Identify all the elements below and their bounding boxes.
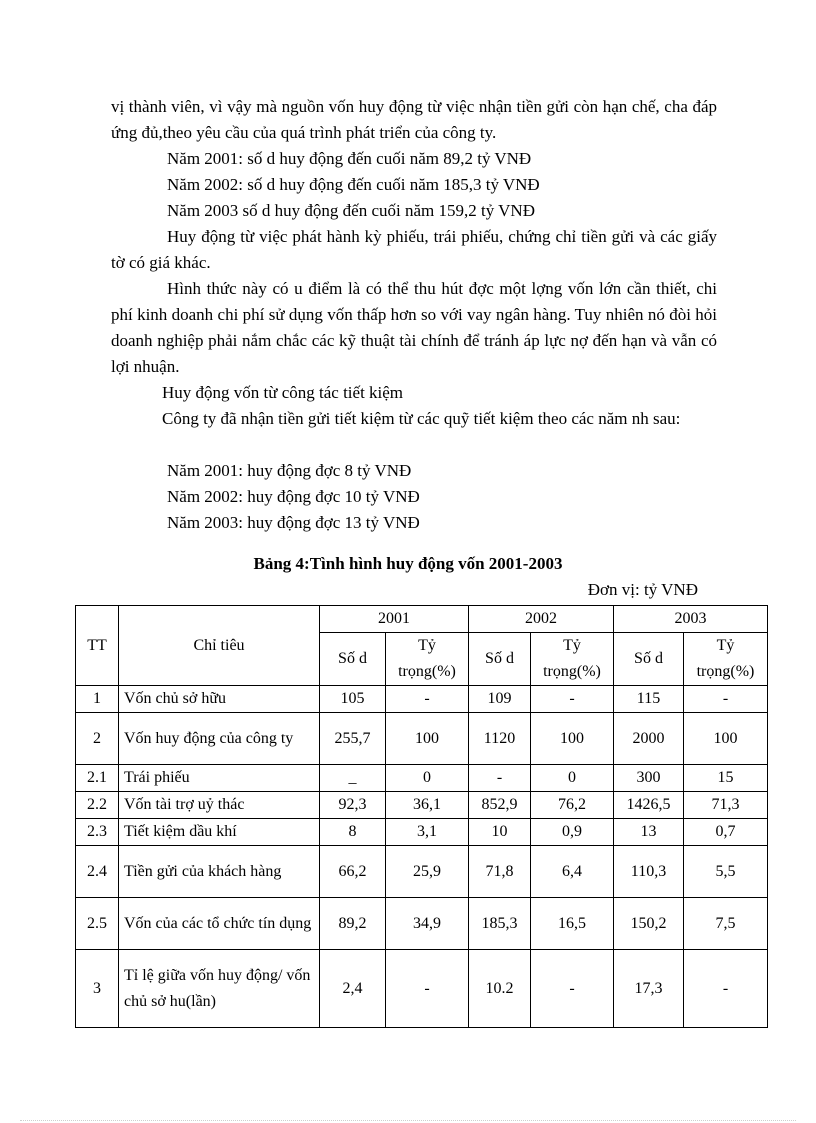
cell-value: 66,2 (320, 846, 386, 898)
table-row (76, 765, 768, 792)
cell-value: 109 (469, 686, 531, 713)
row-label: Tỉ lệ giữa vốn huy động/ vốn chủ sở hu(lần) (119, 950, 320, 1028)
table-unit: Đơn vị: tỷ VNĐ (587, 580, 698, 599)
cell-value: 105 (320, 686, 386, 713)
cell-value: 71,3 (684, 792, 768, 819)
row-label: Tiền gửi của khách hàng (119, 846, 320, 898)
cell-value: 89,2 (320, 898, 386, 950)
cell-value: 34,9 (386, 898, 469, 950)
capital-mobilization-table (75, 605, 768, 1028)
page-bottom-rule (20, 1120, 796, 1121)
cell-value: - (469, 765, 531, 792)
row-label: Vốn huy động của công ty (119, 713, 320, 765)
row-label: Tiết kiệm dầu khí (119, 819, 320, 846)
header-ty-trong: Tỷ trọng(%) (684, 633, 768, 686)
table-row (76, 846, 768, 898)
table-row (76, 713, 768, 765)
header-year-2003: 2003 (614, 606, 768, 633)
table-row (76, 819, 768, 846)
text-line-2003-balance: Năm 2003 số d huy động đến cuối năm 159,2 tỷ VNĐ (167, 201, 535, 220)
cell-value: 3,1 (386, 819, 469, 846)
row-number: 3 (76, 950, 119, 1028)
header-ty-trong: Tỷ trọng(%) (386, 633, 469, 686)
cell-value: 10 (469, 819, 531, 846)
cell-value: 0,7 (684, 819, 768, 846)
cell-value: - (531, 686, 614, 713)
row-number: 2.1 (76, 765, 119, 792)
cell-value: 6,4 (531, 846, 614, 898)
header-so-du: Số d (320, 633, 386, 686)
header-so-du: Số d (469, 633, 531, 686)
cell-value: 100 (531, 713, 614, 765)
cell-value: 0,9 (531, 819, 614, 846)
cell-value: 255,7 (320, 713, 386, 765)
row-number: 2.4 (76, 846, 119, 898)
row-label: Vốn của các tổ chức tín dụng (119, 898, 320, 950)
row-label: Vốn tài trợ uỷ thác (119, 792, 320, 819)
cell-value: - (684, 950, 768, 1028)
header-year-2002: 2002 (469, 606, 614, 633)
cell-value: 110,3 (614, 846, 684, 898)
cell-value: - (386, 950, 469, 1028)
cell-value: 15 (684, 765, 768, 792)
paragraph-advantages: Hình thức này có u điểm là có thể thu hút đợc một lợng vốn lớn cần thiết, chi phí kinh doanh chi phí sử dụng vốn thấp hơn so với vay ngân hàng. Tuy nhiên nó đòi hỏi doanh nghiệp phải nắm chắc các kỹ thuật tài chính để tránh áp lực nợ đến hạn và vẫn có lợi nhuận. (111, 279, 717, 376)
table-row (76, 898, 768, 950)
row-number: 2.3 (76, 819, 119, 846)
cell-value: 115 (614, 686, 684, 713)
cell-value: 7,5 (684, 898, 768, 950)
cell-value: 17,3 (614, 950, 684, 1028)
header-so-du: Số d (614, 633, 684, 686)
header-chi-tieu: Chỉ tiêu (119, 606, 320, 686)
cell-value: 92,3 (320, 792, 386, 819)
cell-value: 0 (386, 765, 469, 792)
row-label: Trái phiếu (119, 765, 320, 792)
cell-value: 71,8 (469, 846, 531, 898)
cell-value: 8 (320, 819, 386, 846)
row-number: 1 (76, 686, 119, 713)
cell-value: 5,5 (684, 846, 768, 898)
text-line-savings-heading: Huy động vốn từ công tác tiết kiệm (162, 383, 404, 402)
row-number: 2 (76, 713, 119, 765)
cell-value: 76,2 (531, 792, 614, 819)
text-line-2001-balance: Năm 2001: số d huy động đến cuối năm 89,2 tỷ VNĐ (167, 149, 532, 168)
header-tt: TT (76, 606, 119, 686)
paragraph-savings: Công ty đã nhận tiền gửi tiết kiệm từ các quỹ tiết kiệm theo các năm nh sau: (162, 409, 681, 428)
cell-value: 2000 (614, 713, 684, 765)
text-line-2003-savings: Năm 2003: huy động đợc 13 tỷ VNĐ (167, 513, 420, 532)
text-line-2002-savings: Năm 2002: huy động đợc 10 tỷ VNĐ (167, 487, 420, 506)
cell-value: 300 (614, 765, 684, 792)
paragraph-intro: vị thành viên, vì vậy mà nguồn vốn huy động từ việc nhận tiền gửi còn hạn chế, cha đáp ứng đủ,theo yêu cầu của quá trình phát triển của công ty. (111, 97, 717, 142)
row-number: 2.2 (76, 792, 119, 819)
cell-value: 0 (531, 765, 614, 792)
cell-value: 10.2 (469, 950, 531, 1028)
table-row (76, 686, 768, 713)
header-ty-trong: Tỷ trọng(%) (531, 633, 614, 686)
text-line-2002-balance: Năm 2002: số d huy động đến cuối năm 185,3 tỷ VNĐ (167, 175, 540, 194)
cell-value: 100 (684, 713, 768, 765)
cell-value: 1426,5 (614, 792, 684, 819)
cell-value: 1120 (469, 713, 531, 765)
cell-value: _ (320, 765, 386, 792)
text-line-2001-savings: Năm 2001: huy động đợc 8 tỷ VNĐ (167, 461, 412, 480)
cell-value: 16,5 (531, 898, 614, 950)
cell-value: 13 (614, 819, 684, 846)
paragraph-bonds: Huy động từ việc phát hành kỳ phiếu, trái phiếu, chứng chỉ tiền gửi và các giấy tờ có giá khác. (111, 227, 717, 272)
cell-value: 25,9 (386, 846, 469, 898)
table-title: Bảng 4:Tình hình huy động vốn 2001-2003 (253, 554, 563, 573)
table-row (76, 950, 768, 1028)
cell-value: - (386, 686, 469, 713)
row-label: Vốn chủ sở hữu (119, 686, 320, 713)
cell-value: 185,3 (469, 898, 531, 950)
header-year-2001: 2001 (320, 606, 469, 633)
cell-value: 2,4 (320, 950, 386, 1028)
row-number: 2.5 (76, 898, 119, 950)
cell-value: 852,9 (469, 792, 531, 819)
cell-value: 100 (386, 713, 469, 765)
cell-value: 150,2 (614, 898, 684, 950)
table-row (76, 792, 768, 819)
cell-value: - (531, 950, 614, 1028)
cell-value: 36,1 (386, 792, 469, 819)
cell-value: - (684, 686, 768, 713)
